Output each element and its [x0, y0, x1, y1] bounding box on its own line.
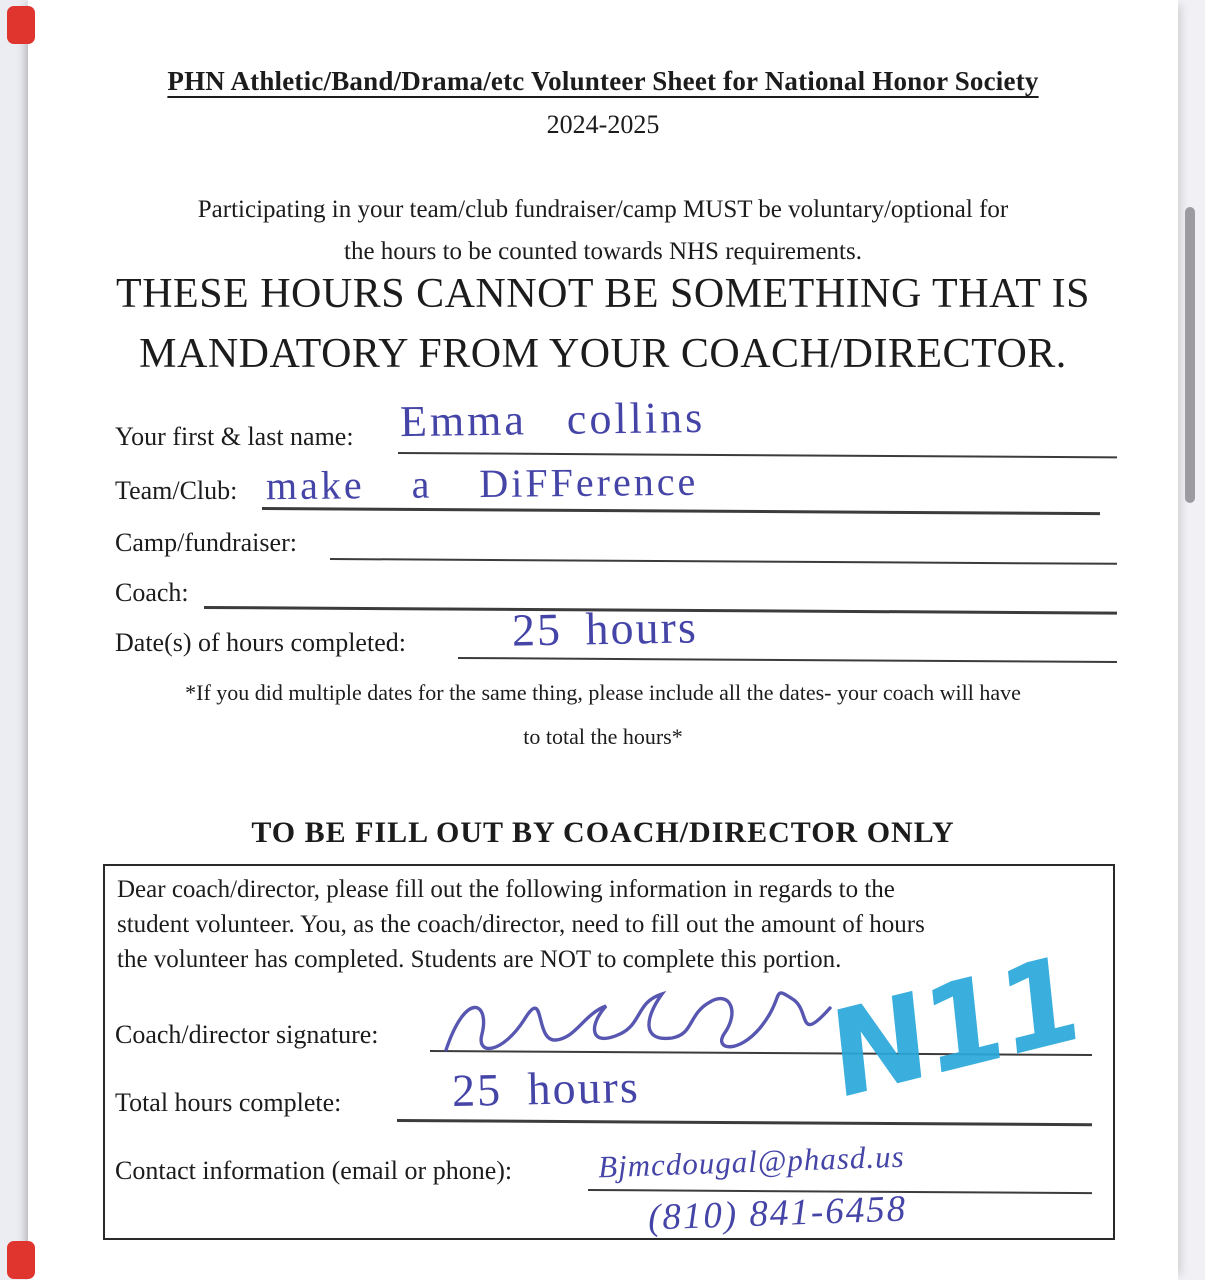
handwritten-contact-email: Bjmcdougal@phasd.us — [597, 1138, 906, 1185]
coach-section-heading: TO BE FILL OUT BY COACH/DIRECTOR ONLY — [251, 816, 955, 849]
field-blank-line-camp-fundraiser — [330, 558, 1117, 565]
viewer-left-gutter — [0, 0, 28, 1280]
intro-text-line: the hours to be counted towards NHS requirements. — [344, 238, 862, 265]
handwritten-dates-value: 25 hours — [511, 601, 699, 656]
handwritten-contact-phone: (810) 841-6458 — [647, 1188, 908, 1239]
field-label-signature: Coach/director signature: — [115, 1020, 379, 1049]
vertical-scrollbar-thumb[interactable] — [1185, 207, 1195, 503]
field-blank-line-dates — [458, 657, 1117, 663]
footnote-line: to total the hours* — [523, 724, 683, 749]
form-title: PHN Athletic/Band/Drama/etc Volunteer Sheet for National Honor Society — [167, 66, 1039, 96]
highlighter-annotation-n11: N11 — [824, 927, 1083, 1127]
coach-signature-scribble — [438, 972, 858, 1072]
intro-text-line: Participating in your team/club fundraiser/camp MUST be voluntary/optional for — [197, 196, 1009, 223]
field-label-contact: Contact information (email or phone): — [115, 1156, 513, 1185]
handwritten-team-club-value: make a DiFFerence — [265, 458, 699, 509]
handwritten-name-value: Emma collins — [399, 392, 706, 447]
red-corner-marker-bottom — [7, 1241, 35, 1279]
scanned-volunteer-form-page — [28, 0, 1178, 1280]
coach-instructions-line: student volunteer. You, as the coach/director, need to fill out the amount of hours — [117, 911, 925, 938]
warning-text-line: MANDATORY FROM YOUR COACH/DIRECTOR. — [139, 331, 1067, 377]
coach-instructions-line: the volunteer has completed. Students are NOT to complete this portion. — [117, 946, 842, 973]
field-blank-line-team-club — [262, 507, 1100, 515]
field-blank-line-name — [398, 452, 1117, 458]
field-label-coach: Coach: — [115, 578, 189, 607]
coach-instructions-line: Dear coach/director, please fill out the following information in regards to the — [117, 876, 895, 903]
field-label-name: Your first & last name: — [115, 422, 354, 451]
viewer-right-gutter — [1178, 0, 1205, 1280]
field-label-total-hours: Total hours complete: — [115, 1088, 342, 1117]
handwritten-total-hours-value: 25 hours — [451, 1061, 641, 1116]
field-label-dates: Date(s) of hours completed: — [115, 628, 406, 657]
school-year: 2024-2025 — [546, 110, 660, 139]
warning-text-line: THESE HOURS CANNOT BE SOMETHING THAT IS — [116, 271, 1090, 317]
field-label-team-club: Team/Club: — [115, 476, 238, 505]
footnote-line: *If you did multiple dates for the same thing, please include all the dates- your coach will have — [185, 680, 1021, 705]
red-corner-marker-top — [7, 6, 35, 44]
field-label-camp-fundraiser: Camp/fundraiser: — [115, 528, 297, 557]
